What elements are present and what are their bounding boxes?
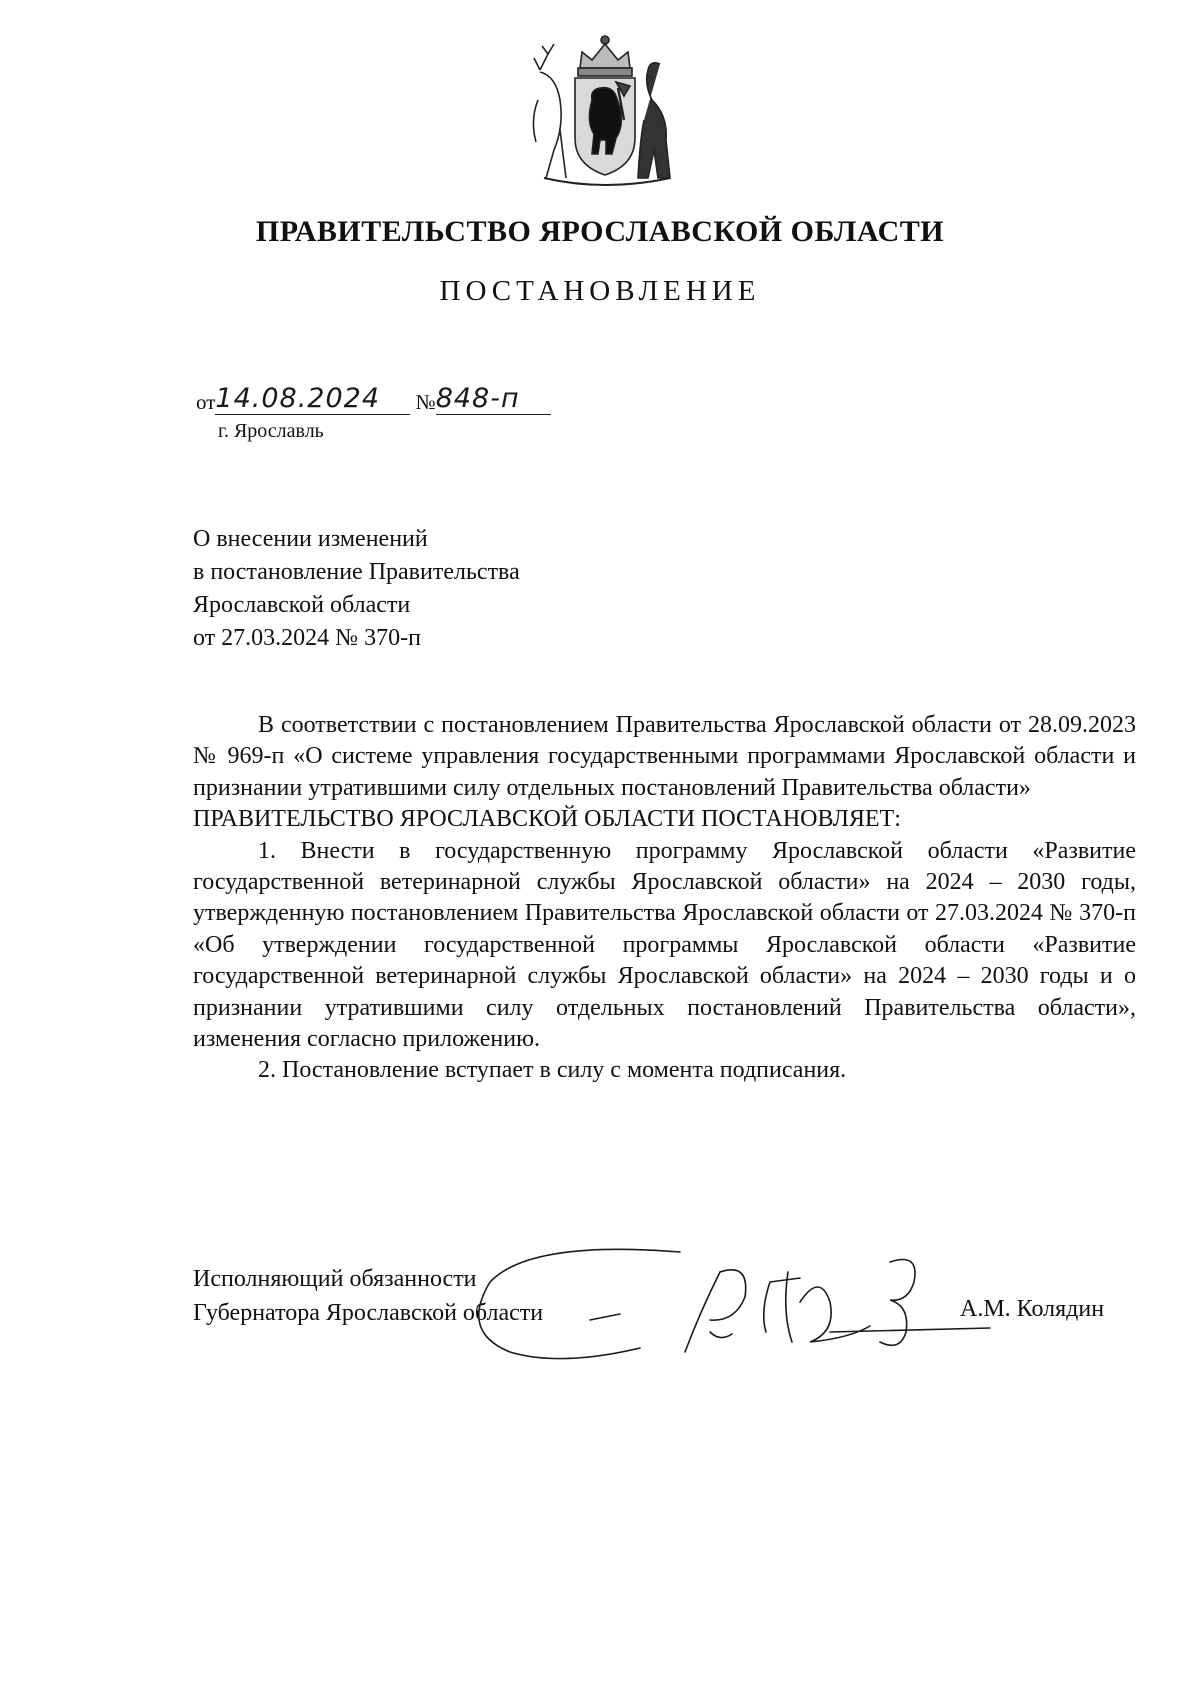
- preamble-paragraph: В соответствии с постановлением Правительства Ярославской области от 28.09.2023 № 969-п «О системе управления государственными программами Ярославской области и признании утратившими силу отдельных постановлений Правительства области»: [193, 712, 1136, 801]
- resolution-item-2: 2. Постановление вступает в силу с момента подписания.: [258, 1057, 847, 1084]
- resolves-line: ПРАВИТЕЛЬСТВО ЯРОСЛАВСКОЙ ОБЛАСТИ ПОСТАНОВЛЯЕТ:: [193, 806, 901, 833]
- number-prefix: №: [415, 390, 436, 414]
- subject-line: Ярославской области: [193, 592, 411, 618]
- date-prefix: от: [196, 390, 216, 414]
- resolution-item-1: 1. Внести в государственную программу Ярославской области «Развитие государственной ветеринарной службы Ярославской области» на 2024 – 2030 годы, утвержденную постановлением Правительства Ярославской области от 27.03.2024 № 370-п «Об утверждении государственной программы Ярославской области «Развитие государственной ветеринарной службы Ярославской области» на 2024 – 2030 годы и о признании утратившими силу отдельных постановлений Правительства области», изменения согласно приложению.: [193, 837, 1136, 1053]
- coat-of-arms-icon: [520, 30, 690, 190]
- registration-line: [196, 385, 551, 417]
- position-line: Губернатора Ярославской области: [193, 1300, 544, 1326]
- number-field: [436, 383, 551, 415]
- document-subject: [193, 523, 520, 655]
- date-field: [215, 383, 410, 415]
- city-label: г. Ярославль: [218, 420, 324, 442]
- document-type: ПОСТАНОВЛЕНИЕ: [439, 275, 761, 307]
- subject-line: в постановление Правительства: [193, 559, 520, 585]
- date-value: 14.08.2024: [215, 383, 380, 414]
- organization-name: ПРАВИТЕЛЬСТВО ЯРОСЛАВСКОЙ ОБЛАСТИ: [255, 215, 945, 248]
- handwritten-signature-icon: [470, 1242, 1010, 1382]
- number-value: 848-п: [435, 383, 520, 414]
- document-body: [193, 710, 1136, 1087]
- position-line: Исполняющий обязанности: [193, 1266, 477, 1292]
- signer-name: А.М. Колядин: [960, 1296, 1105, 1322]
- subject-line: О внесении изменений: [193, 526, 428, 552]
- subject-line: от 27.03.2024 № 370-п: [193, 625, 421, 651]
